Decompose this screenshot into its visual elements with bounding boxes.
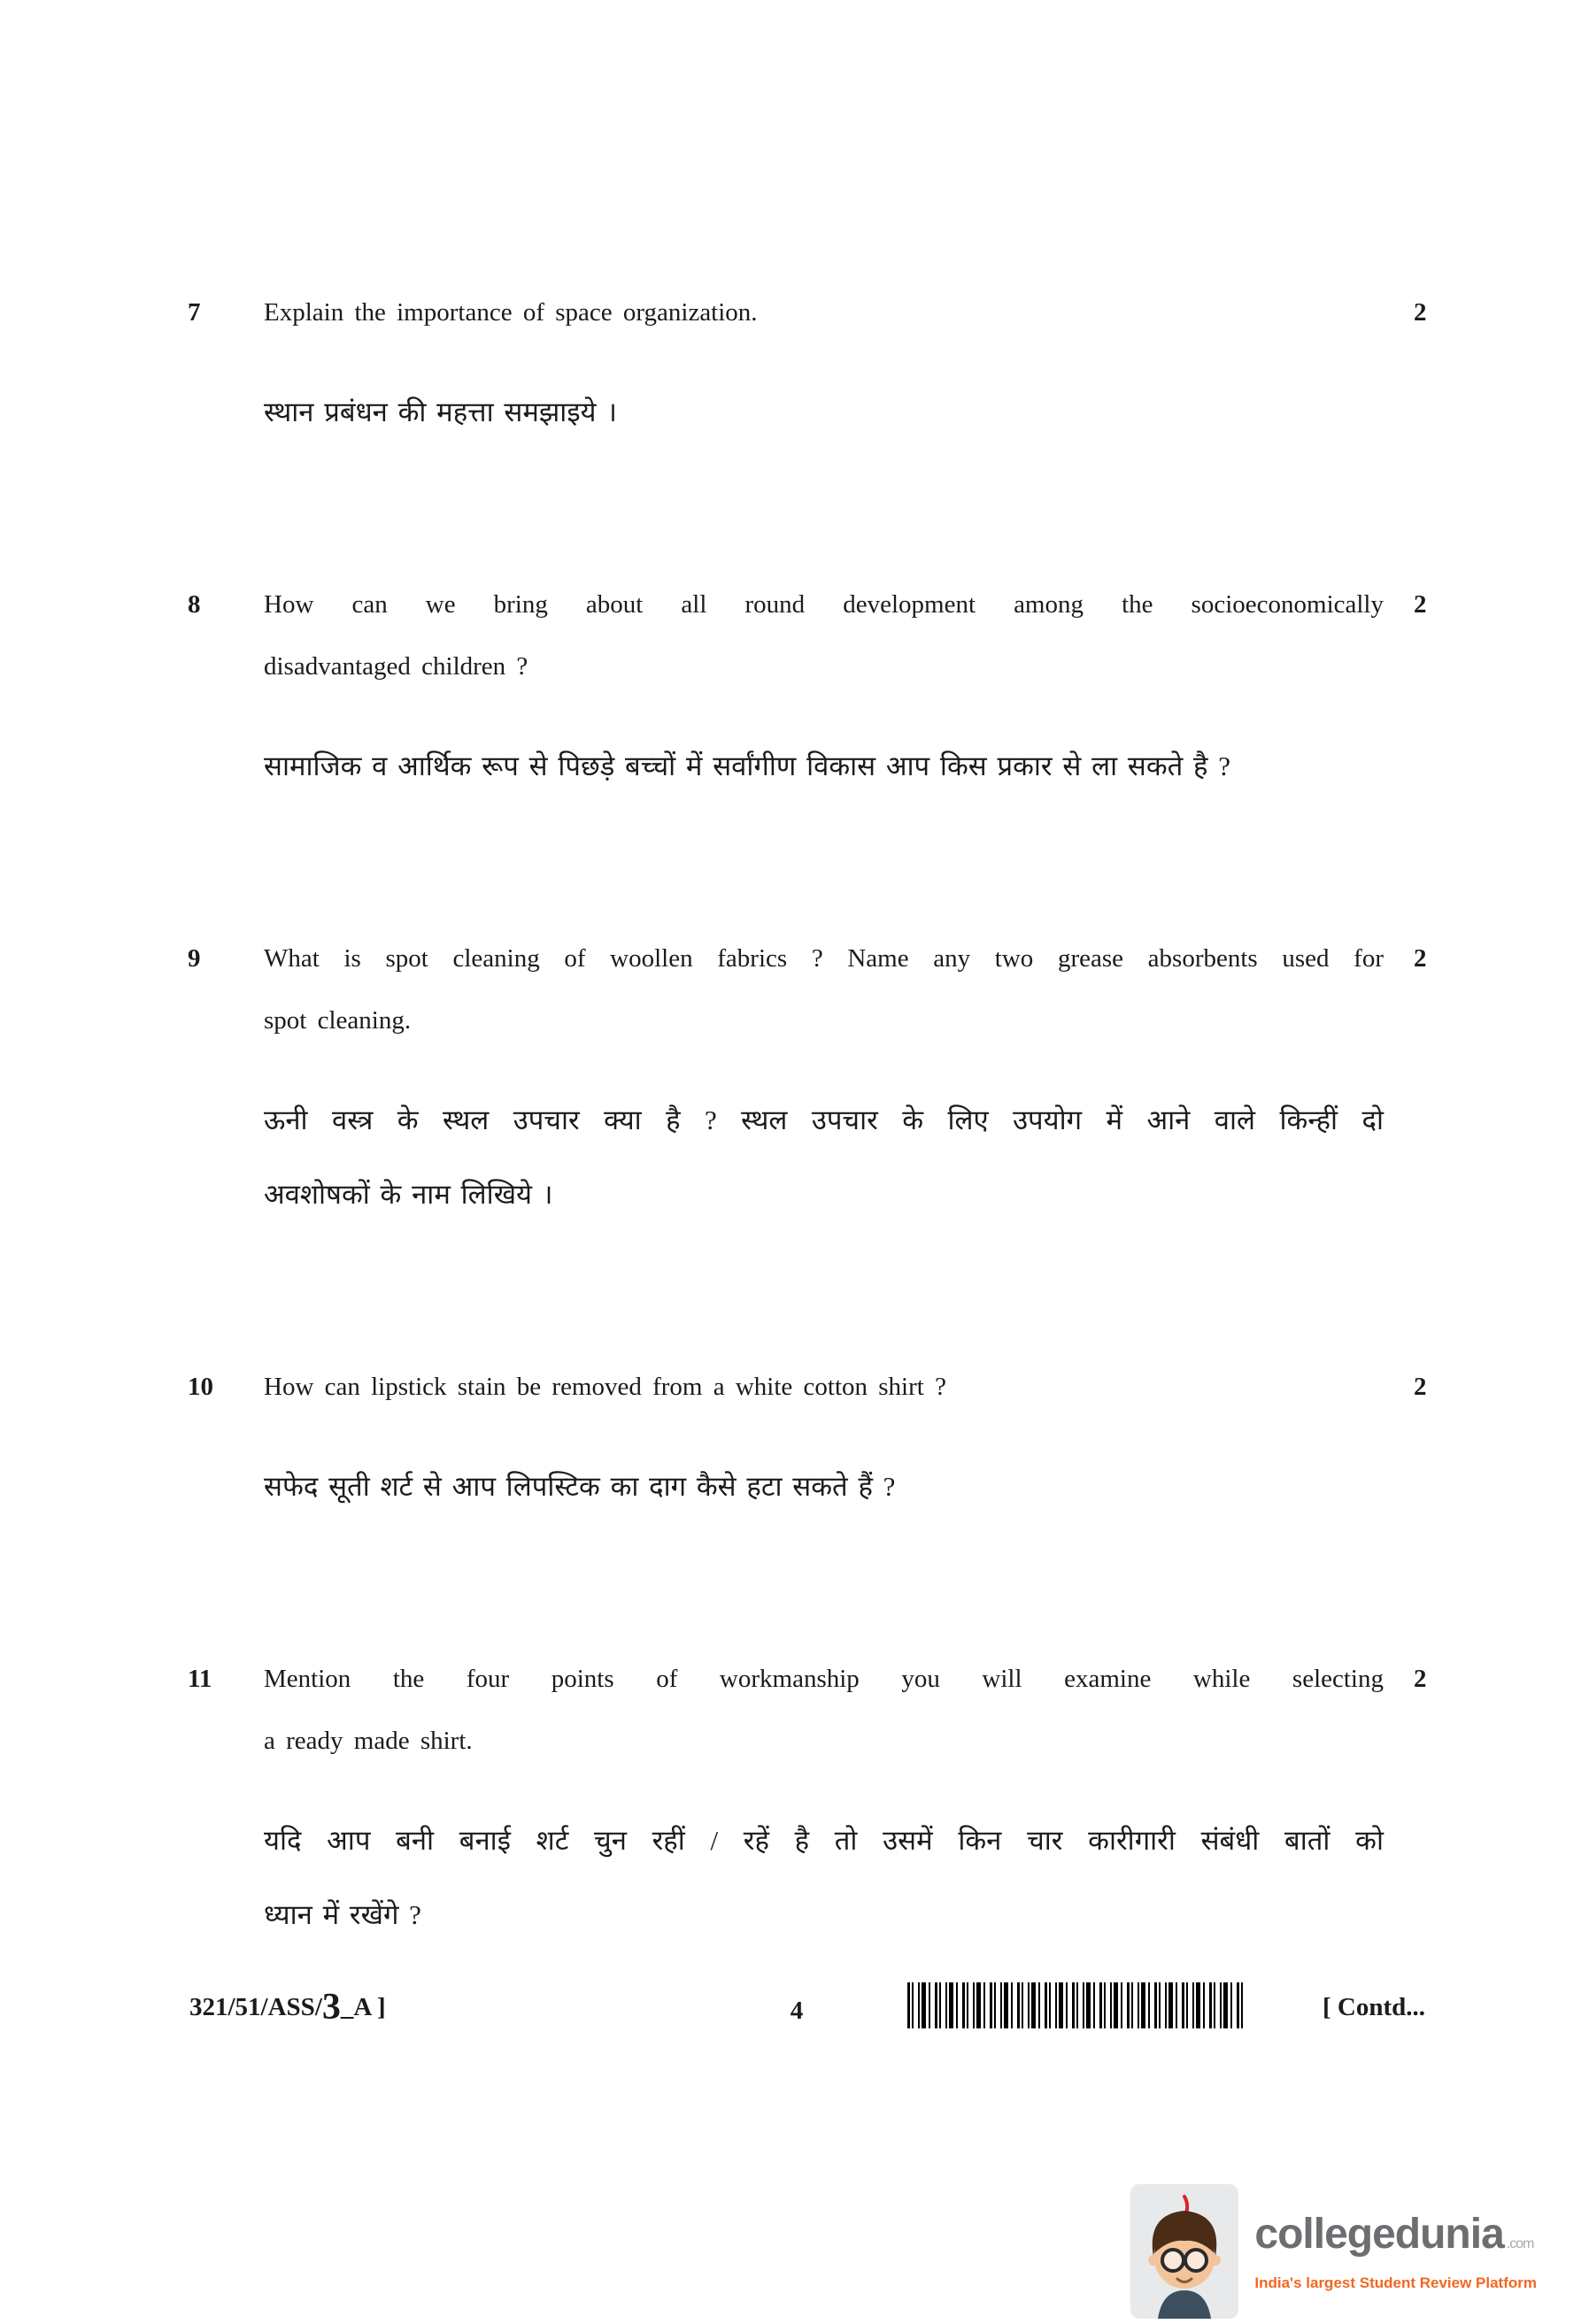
question-block-9: [188, 927, 1427, 1232]
paper-code-suffix: _A ]: [340, 1993, 386, 2021]
question-text-hi: स्थान प्रबंधन की महत्ता समझाइये ।: [264, 396, 618, 427]
question-number: 10: [188, 1373, 213, 1401]
question-number: 7: [188, 298, 201, 327]
brand-text: [1254, 2212, 1537, 2292]
page-number: 4: [790, 1997, 804, 2025]
question-text-hi: यदि आप बनी बनाई शर्ट चुन रहीं / रहें है तो उसमें किन चार कारीगारी संबंधी बातों को: [264, 1825, 1384, 1856]
question-text-en: Mention the four points of workmanship you will examine while selecting: [264, 1665, 1384, 1693]
question-text-hi-block: [264, 1450, 1384, 1524]
question-text-hi: अवशोषकों के नाम लिखिये ।: [264, 1179, 553, 1210]
question-text-en: spot cleaning.: [264, 1006, 412, 1035]
question-number: 8: [188, 590, 201, 619]
marks-value: 2: [1414, 944, 1427, 973]
paper-code-set: 3: [321, 1987, 341, 2028]
question-text-en: How can we bring about all round development among the socioeconomically: [264, 590, 1384, 619]
collegedunia-logo: [1130, 2184, 1537, 2319]
question-block-7: [188, 281, 1427, 450]
marks-value: 2: [1414, 298, 1427, 327]
question-text-hi-block: [264, 729, 1384, 804]
question-text-en: disadvantaged children ?: [264, 652, 528, 681]
contd-label: [ Contd...: [1322, 1993, 1425, 2021]
question-text-hi: ऊनी वस्त्र के स्थल उपचार क्या है ? स्थल उपचार के लिए उपयोग में आने वाले किन्हीं दो: [264, 1104, 1384, 1135]
question-text-en: How can lipstick stain be removed from a white cotton shirt ?: [264, 1373, 946, 1401]
brand-name: [1254, 2212, 1537, 2267]
question-text-hi: सामाजिक व आर्थिक रूप से पिछड़े बच्चों में सर्वांगीण विकास आप किस प्रकार से ला सकते है ?: [264, 750, 1231, 781]
question-text-en: a ready made shirt.: [264, 1727, 473, 1755]
marks-value: 2: [1414, 1373, 1427, 1401]
question-number: 11: [188, 1665, 212, 1693]
question-text-hi: ध्यान में रखेंगे ?: [264, 1899, 421, 1930]
marks-value: 2: [1414, 1665, 1427, 1693]
question-text-en: What is spot cleaning of woollen fabrics ? Name any two grease absorbents used for: [264, 944, 1384, 973]
brand-tagline: India's largest Student Review Platform: [1254, 2274, 1537, 2291]
question-text-hi: सफेद सूती शर्ट से आप लिपस्टिक का दाग कैसे हटा सकते हैं ?: [264, 1471, 896, 1502]
question-number: 9: [188, 944, 201, 973]
question-text-hi-block: [264, 1083, 1384, 1232]
question-text-hi-block: [264, 375, 1384, 450]
question-text-en: Explain the importance of space organization.: [264, 298, 758, 327]
paper-code: [189, 1987, 386, 2028]
question-block-11: [188, 1648, 1427, 1952]
marks-value: 2: [1414, 590, 1427, 619]
collegedunia-mascot-icon: [1130, 2184, 1238, 2319]
brand-tld: .com: [1506, 2236, 1534, 2251]
barcode: [907, 1982, 1244, 2028]
paper-code-prefix: 321/51/ASS/: [189, 1993, 322, 2021]
question-text-hi-block: [264, 1804, 1384, 1952]
question-block-8: [188, 573, 1427, 804]
question-block-10: [188, 1356, 1427, 1524]
mascot-svg: [1136, 2195, 1233, 2319]
brand-wordmark: collegedunia: [1254, 2210, 1504, 2258]
